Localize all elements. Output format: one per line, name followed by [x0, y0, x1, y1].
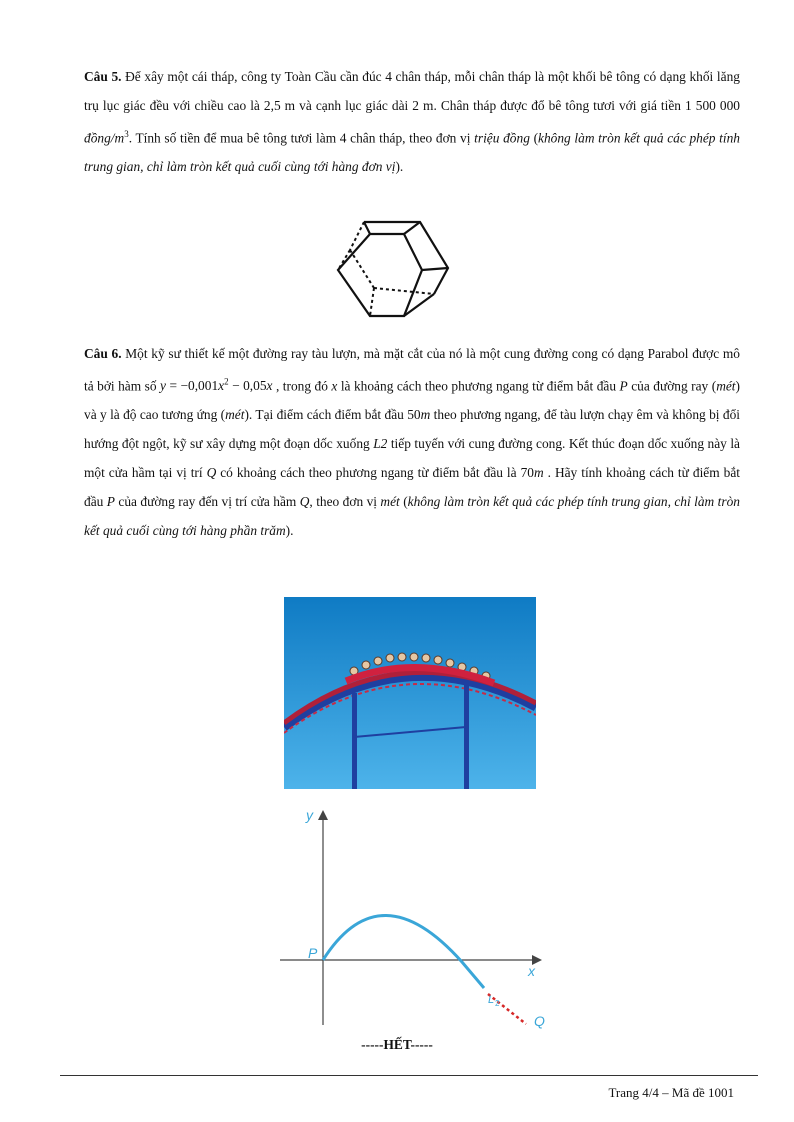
q6-note: không làm tròn kết quả các phép tính trung gian, chỉ làm tròn kết quả cuối cùng tới hàng phần trăm: [84, 494, 740, 539]
x-axis-label: x: [528, 963, 535, 979]
question-6-label: Câu 6.: [84, 346, 122, 361]
q6-text: (: [399, 494, 408, 510]
q6-text: , trong đó: [272, 378, 332, 394]
question-5-label: Câu 5.: [84, 69, 122, 84]
parabola-curve: [323, 915, 484, 988]
q6-point-q: Q: [206, 465, 217, 481]
y-axis-label: y: [306, 807, 313, 823]
q6-text: , theo đơn vị: [309, 494, 381, 510]
point-q-label: Q: [534, 1013, 545, 1029]
q6-text: ) và y là độ cao tương ứng (: [84, 378, 740, 423]
q6-distance-50: 50: [407, 407, 421, 423]
q6-text: Một kỹ sư thiết kế một đường ray tàu lượn, mà mặt cắt của nó là một cung đường cong có dạng Parabol được mô tả bởi hàm số: [84, 346, 740, 394]
q5-text: và cạnh lục giác dài: [295, 98, 413, 113]
q5-unit-den: /m: [110, 130, 125, 146]
q6-formula-exp: 2: [224, 377, 229, 387]
q5-height: 2,5 m: [263, 98, 296, 113]
q5-text: (: [529, 130, 539, 146]
q6-point-p: P: [619, 378, 628, 394]
q6-slope-l2: L2: [373, 436, 388, 452]
l2-label: L: [488, 994, 495, 1006]
q6-unit: mét: [225, 407, 245, 423]
q5-unit-exp: 3: [124, 129, 129, 139]
q6-text: ). Tại điểm cách điểm bắt đầu: [244, 407, 408, 423]
q6-text: của đường ray (: [627, 378, 717, 394]
q6-text: là khoảng cách theo phương ngang từ điểm bắt đầu: [337, 378, 620, 394]
parabola-graph: [270, 800, 560, 1032]
q6-formula-x: x: [266, 378, 273, 394]
q6-unit: mét: [380, 494, 400, 510]
q5-text: . Tính số tiền để mua bê tông tươi làm 4 chân tháp, theo đơn vị: [128, 130, 475, 146]
roller-coaster-photo: [284, 597, 536, 789]
q6-var-x: x: [331, 378, 338, 394]
question-6: [84, 339, 740, 545]
q5-note: không làm tròn kết quả các phép tính trung gian, chỉ làm tròn kết quả cuối cùng tới hàng đơn vị: [84, 130, 741, 175]
q6-formula: − 0,05: [228, 378, 267, 394]
q6-text: . Hãy tính khoảng cách từ điểm bắt đầu: [84, 465, 740, 510]
q5-text: Để xây một cái tháp, công ty Toàn Cầu cần đúc 4 chân tháp, mỗi chân tháp là một khối bê tông có dạng khối lăng trụ lục giác đều với chiều cao là: [84, 69, 740, 113]
q5-unit: đồng: [84, 130, 111, 146]
page-footer: Trang 4/4 – Mã đề 1001: [608, 1085, 734, 1100]
q6-text: ).: [285, 523, 294, 539]
q6-text: tiếp tuyến với cung đường cong. Kết thúc đoạn dốc xuống này là một cửa hầm tại vị trí: [84, 436, 740, 481]
hexagonal-prism-figure: [330, 210, 470, 335]
q6-unit: mét: [716, 378, 736, 394]
q6-point-p: P: [106, 494, 115, 510]
q6-formula-y: y: [160, 378, 166, 394]
end-marker: -----HẾT-----: [361, 1037, 433, 1052]
q5-edge: 2 m: [412, 98, 434, 113]
question-5: [84, 62, 740, 181]
footer-divider: [60, 1075, 758, 1076]
l2-subscript: 2: [495, 999, 500, 1008]
q6-unit: m: [420, 407, 431, 423]
q6-point-q: Q: [299, 494, 310, 510]
q6-unit: m: [533, 465, 544, 481]
q5-price: 1 500 000: [685, 98, 740, 113]
q5-text: . Chân tháp được đổ bê tông tươi với giá tiền: [433, 98, 686, 113]
q6-text: của đường ray đến vị trí cửa hầm: [114, 494, 300, 510]
q6-formula-x: x: [218, 378, 225, 394]
q6-text: theo phương ngang, để tàu lượn chạy êm và không bị đổi hướng đột ngột, kỹ sư xây dựng một đoạn dốc xuống: [84, 407, 740, 452]
q6-formula: = −0,001: [165, 378, 219, 394]
point-p-label: P: [308, 945, 318, 961]
y-axis-arrow-icon: [318, 810, 328, 820]
q5-text: ).: [395, 159, 404, 175]
q6-distance-70: 70: [520, 465, 534, 481]
q5-unit-answer: triệu đồng: [474, 130, 530, 146]
q6-text: có khoảng cách theo phương ngang từ điểm bắt đầu là: [216, 465, 521, 481]
